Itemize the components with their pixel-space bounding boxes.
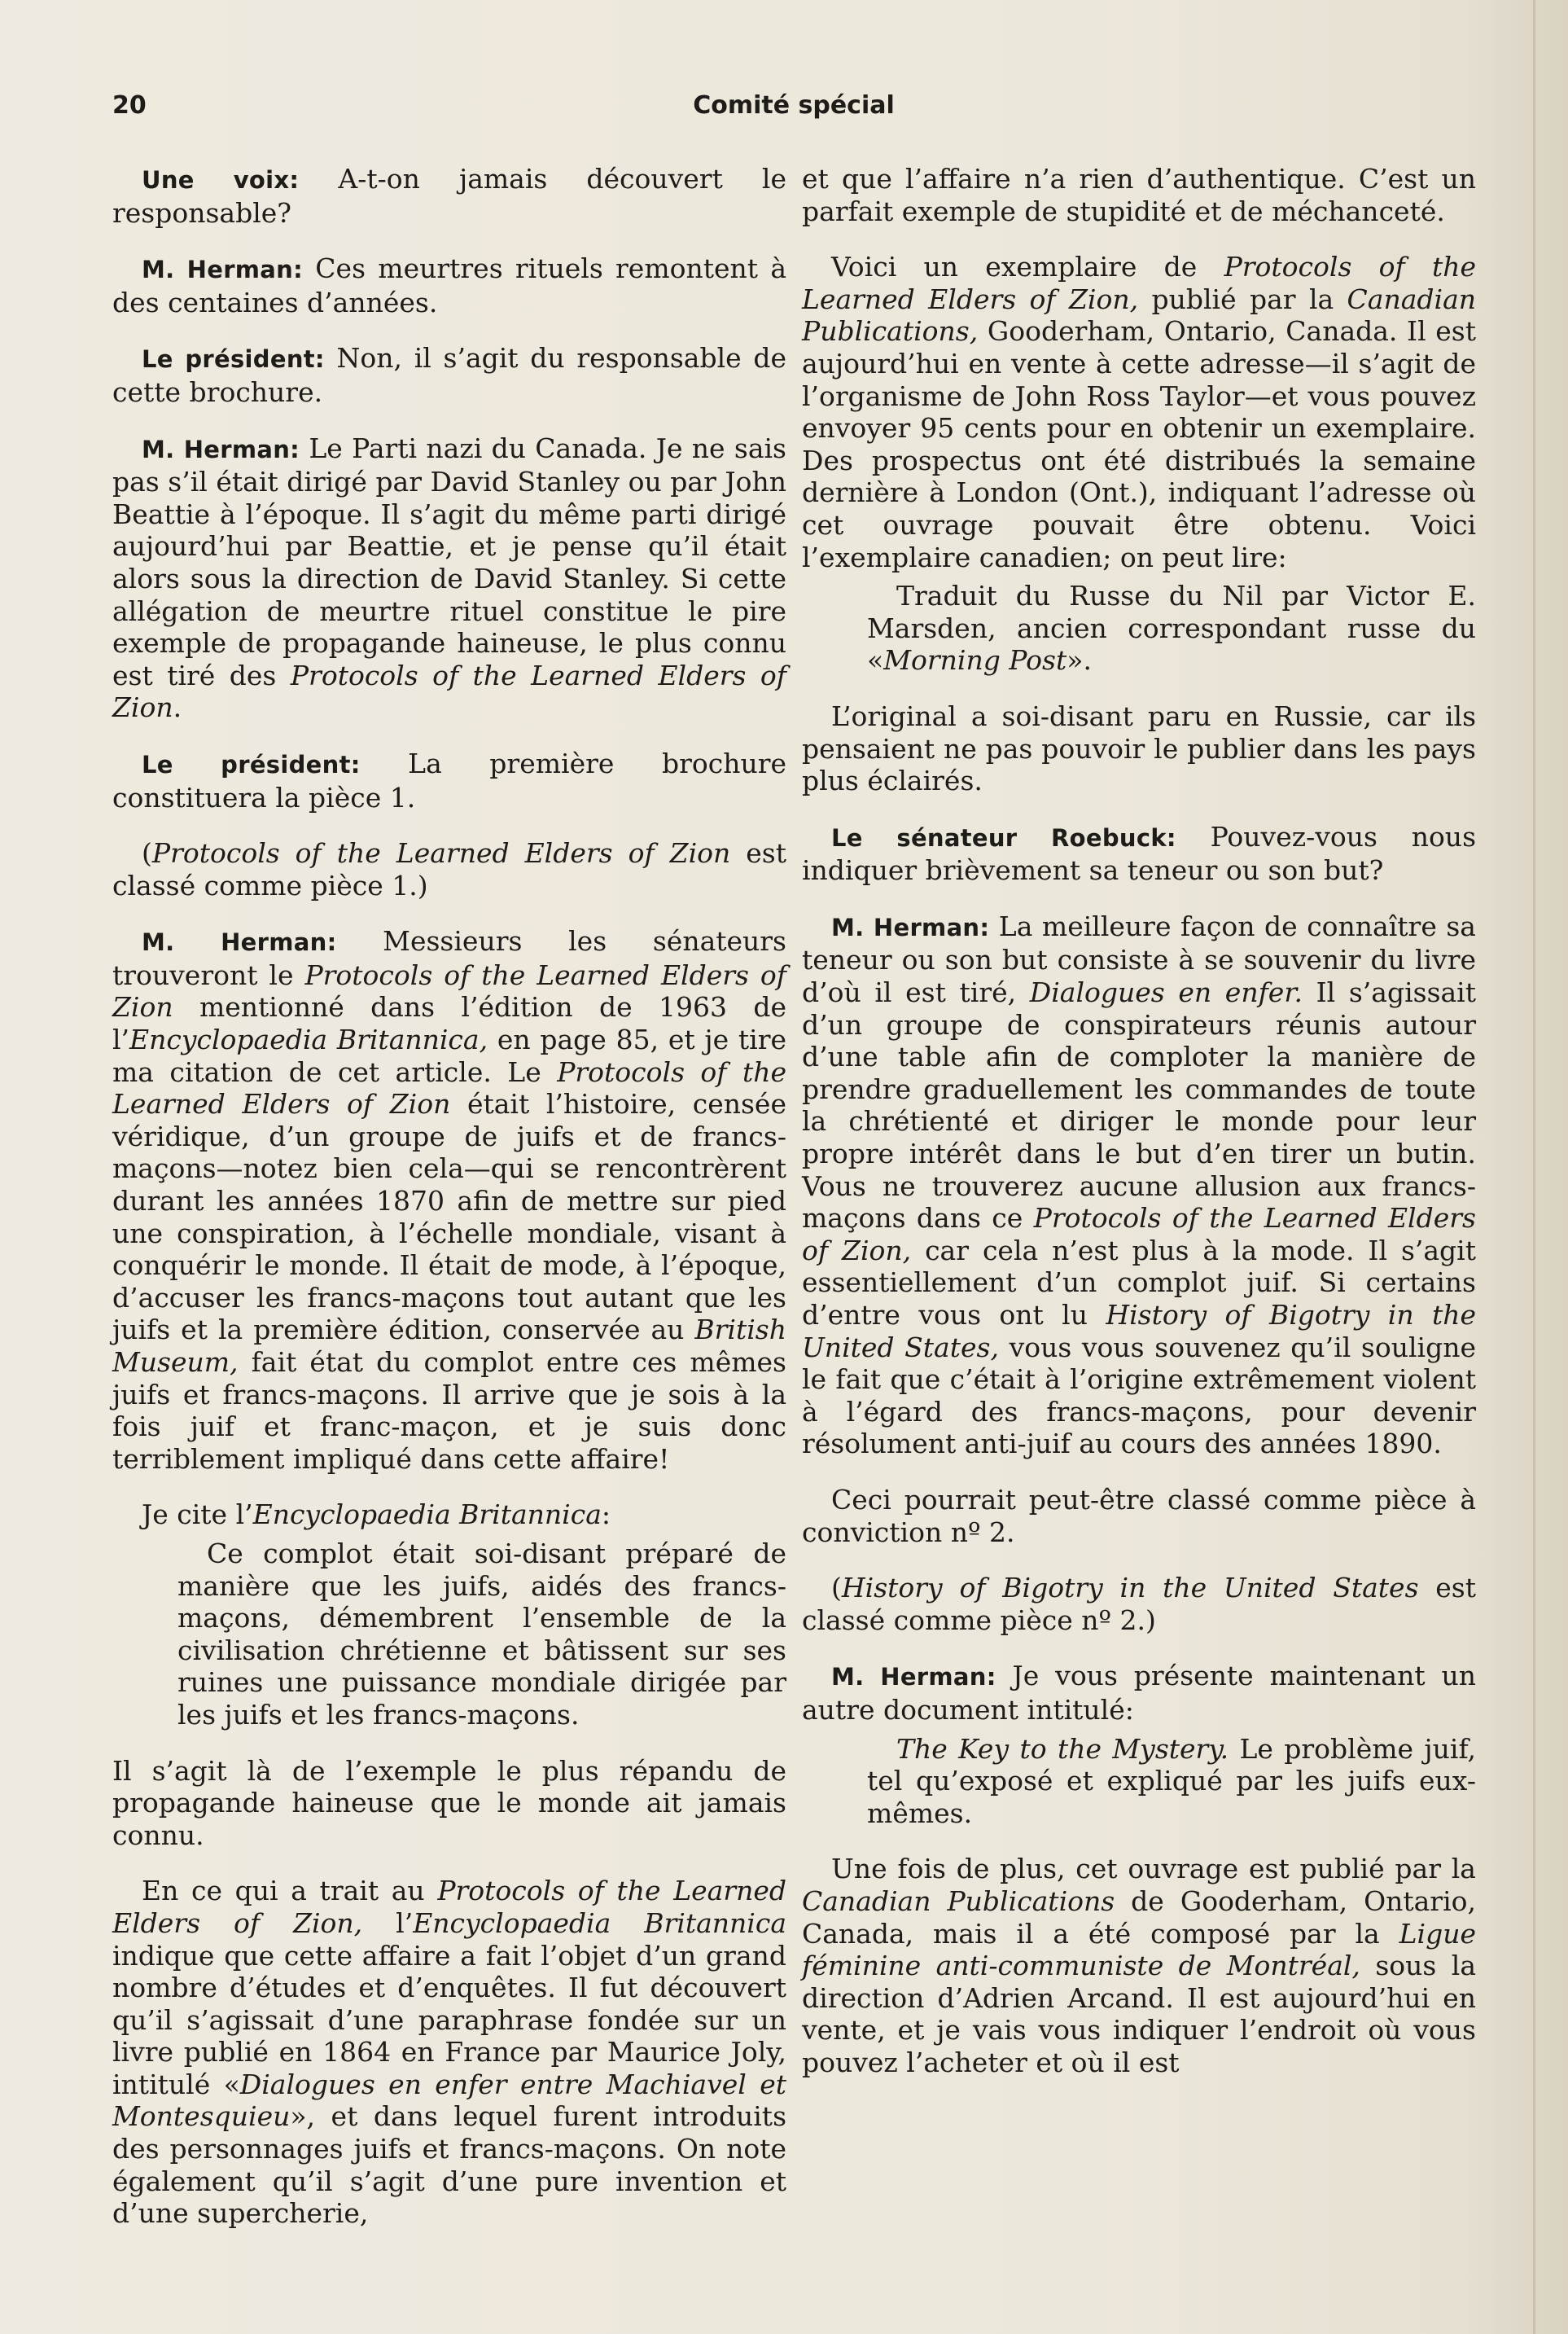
exhibit-note: (History of Bigotry in the United States est classé comme pièce nº 2.): [802, 1572, 1476, 1636]
block-quote: The Key to the Mystery. Le problème juif, tel qu’exposé et expliqué par les juifs eux-mêmes.: [867, 1732, 1476, 1829]
paragraph: M. Herman: Ces meurtres rituels remontent à des centaines d’années.: [112, 252, 786, 318]
speaker-label: Le président:: [142, 345, 325, 374]
paragraph: Voici un exemplaire de Protocols of the Learned Elders of Zion, publié par la Canadian Publications, Gooderham, Ontario, Canada. Il est aujourd’hui en vente à cette adresse—il s’agit de l’organisme de John Ross Taylor—et vous pouvez envoyer 95 cents pour en obtenir un exemplaire. Des prospectus ont été distribués la semaine dernière à London (Ont.), indiquant l’adresse où cet ouvrage pouvait être obtenu. Voici l’exemplaire canadien; on peut lire:: [802, 251, 1477, 573]
page-header: [112, 91, 1475, 127]
page-number: 20: [112, 91, 147, 120]
paragraph: Le président: La première brochure constituera la pièce 1.: [112, 747, 786, 814]
speaker-label: M. Herman:: [142, 435, 300, 463]
page-edge-shadow: [1533, 0, 1535, 2334]
block-quote: Traduit du Russe du Nil par Victor E. Marsden, ancien correspondant russe du «Morning Post».: [867, 580, 1476, 677]
paragraph: L’original a soi-disant paru en Russie, car ils pensaient ne pas pouvoir le publier dans les pays plus éclairés.: [802, 700, 1476, 797]
paragraph: Je cite l’Encyclopaedia Britannica:: [142, 1498, 611, 1531]
block-quote: Ce complot était soi-disant préparé de manière que les juifs, aidés des francs-maçons, démembrent l’ensemble de la civilisation chrétienne et bâtissent sur ses ruines une puissance mondiale dirigée par les juifs et les francs-maçons.: [177, 1537, 786, 1731]
speaker-label: M. Herman:: [142, 928, 337, 957]
paragraph: Le sénateur Roebuck: Pouvez-vous nous indiquer brièvement sa teneur ou son but?: [802, 820, 1476, 887]
paragraph: Le président: Non, il s’agit du responsable de cette brochure.: [112, 342, 787, 408]
paragraph: M. Herman: Le Parti nazi du Canada. Je ne sais pas s’il était dirigé par David Stanley ou par John Beattie à l’époque. Il s’agit du même parti dirigé aujourd’hui par Beattie, et je pense qu’il était alors sous la direction de David Stanley. Si cette allégation de meurtre rituel constitue le pire exemple de propagande haineuse, le plus connu est tiré des Protocols of the Learned Elders of Zion.: [112, 432, 787, 724]
paragraph: et que l’affaire n’a rien d’authentique. C’est un parfait exemple de stupidité et de méchanceté.: [802, 163, 1476, 227]
paragraph: Une voix: A-t-on jamais découvert le responsable?: [112, 163, 786, 229]
speaker-label: M. Herman:: [831, 1663, 996, 1691]
paragraph: M. Herman: La meilleure façon de connaître sa teneur ou son but consiste à se souvenir du livre d’où il est tiré, Dialogues en enfer. Il s’agissait d’un groupe de conspirateurs réunis autour d’une table afin de comploter la manière de prendre graduellement les commandes de toute la chrétienté et diriger le monde pour leur propre intérêt dans le but d’en tirer un butin. Vous ne trouverez aucune allusion aux francs-maçons dans ce Protocols of the Learned Elders of Zion, car cela n’est plus à la mode. Il s’agit essentiellement d’un complot juif. Si certains d’entre vous ont lu History of Bigotry in the United States, vous vous souvenez qu’il souligne le fait que c’était à l’origine extrêmement violent à l’égard des francs-maçons, pour devenir résolument anti-juif au cours des années 1890.: [802, 910, 1476, 1460]
exhibit-note: (Protocols of the Learned Elders of Zion est classé comme pièce 1.): [112, 837, 787, 902]
speaker-label: M. Herman:: [142, 256, 304, 284]
left-column: [112, 163, 786, 2253]
speaker-label: Le président:: [142, 750, 361, 779]
right-column: [802, 163, 1476, 2102]
paragraph: M. Herman: Messieurs les sénateurs trouveront le Protocols of the Learned Elders of Zion mentionné dans l’édition de 1963 de l’Encyclopaedia Britannica, en page 85, et je tire ma citation de cet article. Le Protocols of the Learned Elders of Zion était l’histoire, censée véridique, d’un groupe de juifs et de francs-maçons—notez bien cela—qui se rencontrèrent durant les années 1870 afin de mettre sur pied une conspiration, à l’échelle mondiale, visant à conquérir le monde. Il était de mode, à l’époque, d’accuser les francs-maçons tout autant que les juifs et la première édition, conservée au British Museum, fait état du complot entre ces mêmes juifs et francs-maçons. Il arrive que je sois à la fois juif et franc-maçon, et je suis donc terriblement impliqué dans cette affaire!: [112, 925, 786, 1475]
paragraph: Ceci pourrait peut-être classé comme pièce à conviction nº 2.: [802, 1483, 1476, 1548]
speaker-label: Le sénateur Roebuck:: [831, 823, 1176, 852]
running-title: Comité spécial: [693, 91, 895, 120]
speaker-label: Une voix:: [142, 166, 300, 194]
speaker-label: M. Herman:: [831, 913, 990, 941]
paragraph: Il s’agit là de l’exemple le plus répandu de propagande haineuse que le monde ait jamais connu.: [112, 1754, 786, 1851]
paragraph: Une fois de plus, cet ouvrage est publié par la Canadian Publications de Gooderham, Ontario, Canada, mais il a été composé par la Ligue féminine anti-communiste de Montréal, sous la direction d’Adrien Arcand. Il est aujourd’hui en vente, et je vais vous indiquer l’endroit où vous pouvez l’acheter et où il est: [802, 1853, 1476, 2078]
paragraph: M. Herman: Je vous présente maintenant un autre document intitulé:: [802, 1660, 1476, 1726]
paragraph: En ce qui a trait au Protocols of the Learned Elders of Zion, l’Encyclopaedia Britannica indique que cette affaire a fait l’objet d’un grand nombre d’études et d’enquêtes. Il fut découvert qu’il s’agissait d’une paraphrase fondée sur un livre publié en 1864 en France par Maurice Joly, intitulé «Dialogues en enfer entre Machiavel et Montesquieu», et dans lequel furent introduits des personnages juifs et francs-maçons. On note également qu’il s’agit d’une pure invention et d’une supercherie,: [112, 1875, 786, 2230]
